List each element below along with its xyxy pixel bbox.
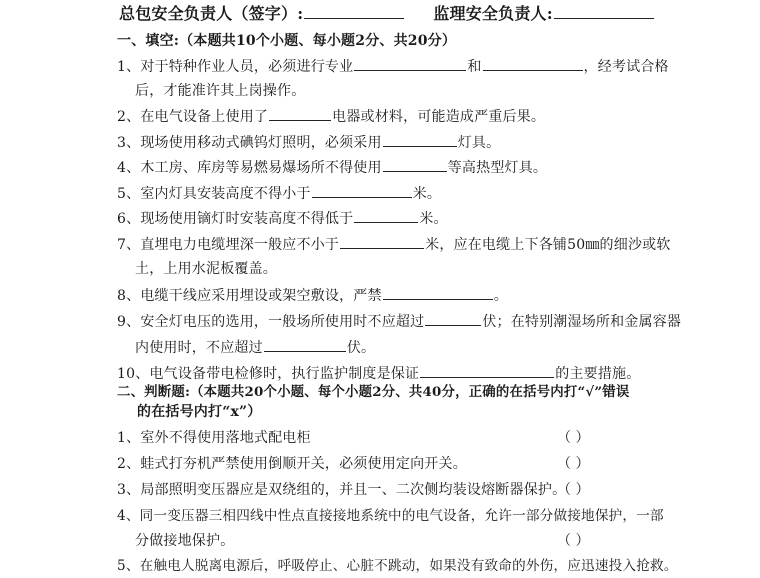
question-text: 内使用时，不应超过 [135, 340, 263, 356]
question-text: 。 [493, 288, 508, 304]
supervisor-signature-blank[interactable] [554, 4, 654, 19]
question-text: 伏。 [346, 340, 376, 356]
question-text: 局部照明变压器应是双绕组的，并且一、二次侧均装设熔断器保护。 [140, 482, 567, 498]
answer-blank-5[interactable] [312, 183, 412, 198]
answer-blank-9b[interactable] [264, 337, 346, 352]
judge-question-2 [117, 454, 467, 474]
question-number: 1、 [117, 59, 141, 75]
question-number: 10、 [117, 366, 150, 382]
question-text: 灯具。 [457, 135, 501, 151]
judge-question-1 [117, 428, 311, 448]
question-text: 的主要措施。 [555, 366, 641, 382]
answer-blank-4[interactable] [383, 157, 447, 172]
contractor-signature-label: 总包安全负责人（签字）: [119, 4, 304, 23]
fill-question-9 [117, 311, 681, 332]
question-number: 7、 [117, 237, 141, 253]
question-number: 3、 [117, 482, 141, 498]
question-text: 现场使用镝灯时安装高度不得低于 [140, 211, 354, 227]
question-number: 8、 [117, 288, 141, 304]
question-number: 3、 [117, 135, 141, 151]
question-number: 5、 [117, 558, 140, 574]
answer-blank-6[interactable] [354, 208, 418, 223]
fill-question-7-cont: 土，上用水泥板覆盖。 [135, 261, 277, 277]
question-text: 电缆干线应采用埋设或架空敷设，严禁 [140, 288, 382, 304]
answer-blank-7[interactable] [340, 234, 424, 249]
question-number: 4、 [117, 160, 141, 176]
question-number: 1、 [117, 430, 141, 446]
question-text: 室内灯具安装高度不得小于 [140, 186, 311, 202]
question-number: 5、 [117, 186, 141, 202]
question-text: 直埋电力电缆埋深一般应不小于 [140, 237, 340, 253]
answer-blank-10[interactable] [420, 363, 554, 378]
contractor-signature-blank[interactable] [304, 4, 404, 19]
question-text: 等高热型灯具。 [447, 160, 548, 176]
section-1-title: 一、填空:（本题共10个小题、每小题2分、共20分） [117, 33, 457, 49]
question-text: 伏；在特别潮湿场所和金属容器 [482, 314, 682, 330]
judge-question-3 [117, 480, 566, 500]
fill-question-8 [117, 285, 508, 306]
fill-question-4 [117, 157, 547, 178]
question-text: ，经考试合格 [583, 59, 669, 75]
judge-question-5 [117, 556, 678, 576]
answer-paren-3[interactable]: （ ） [557, 482, 590, 498]
answer-blank-9a[interactable] [425, 311, 481, 326]
question-number: 9、 [117, 314, 141, 330]
fill-question-6 [117, 208, 448, 229]
question-text: 和 [467, 59, 482, 75]
section-2-title-cont: 的在括号内打“x”） [137, 404, 262, 420]
question-number: 2、 [117, 109, 141, 125]
fill-question-9-cont [135, 337, 375, 358]
fill-question-2 [117, 106, 545, 127]
answer-blank-1b[interactable] [483, 56, 583, 71]
question-number: 2、 [117, 456, 141, 472]
question-text: 对于特种作业人员，必须进行专业 [140, 59, 354, 75]
question-text: 安全灯电压的选用，一般场所使用时不应超过 [140, 314, 425, 330]
question-text: 在触电人脱离电源后，呼吸停止、心脏不跳动，如果没有致命的外伤，应迅速投入抢救。 [139, 558, 678, 574]
fill-question-5 [117, 183, 441, 204]
question-text: 米。 [419, 211, 448, 227]
answer-paren-2[interactable]: （ ） [557, 456, 590, 472]
answer-blank-3[interactable] [383, 132, 457, 147]
question-text: 室外不得使用落地式配电柜 [140, 430, 311, 446]
question-number: 6、 [117, 211, 141, 227]
answer-blank-2[interactable] [269, 106, 331, 121]
judge-question-4-cont: 分做接地保护。 [135, 533, 235, 549]
question-text: 电器或材料，可能造成严重后果。 [332, 109, 546, 125]
fill-question-1-cont: 后，才能准许其上岗操作。 [135, 83, 306, 99]
question-text: 电气设备带电检修时，执行监护制度是保证 [149, 366, 420, 382]
question-text: 在电气设备上使用了 [140, 109, 269, 125]
answer-paren-4[interactable]: （ ） [557, 533, 590, 549]
question-text: 现场使用移动式碘钨灯照明，必须采用 [140, 135, 382, 151]
judge-question-4 [117, 506, 664, 526]
question-text: 米。 [412, 186, 442, 202]
question-text: 木工房、库房等易燃易爆场所不得使用 [140, 160, 382, 176]
fill-question-3 [117, 132, 500, 153]
question-number: 4、 [117, 508, 140, 524]
fill-question-7 [117, 234, 671, 255]
section-2-title: 二、判断题:（本题共20个小题、每个小题2分、共40分，正确的在括号内打“√”错误 [117, 384, 630, 400]
fill-question-1 [117, 56, 669, 77]
answer-blank-8[interactable] [383, 285, 493, 300]
signature-row [119, 3, 655, 25]
answer-paren-1[interactable]: （ ） [557, 430, 590, 446]
question-text: 蛙式打夯机严禁使用倒顺开关，必须使用定向开关。 [140, 456, 467, 472]
fill-question-10 [117, 363, 640, 384]
supervisor-signature-label: 监理安全负责人: [433, 4, 553, 23]
question-text: 同一变压器三相四线中性点直接接地系统中的电气设备，允许一部分做接地保护，一部 [139, 508, 664, 524]
answer-blank-1a[interactable] [354, 56, 466, 71]
question-text: 米，应在电缆上下各铺50㎜的细沙或软 [425, 237, 671, 253]
